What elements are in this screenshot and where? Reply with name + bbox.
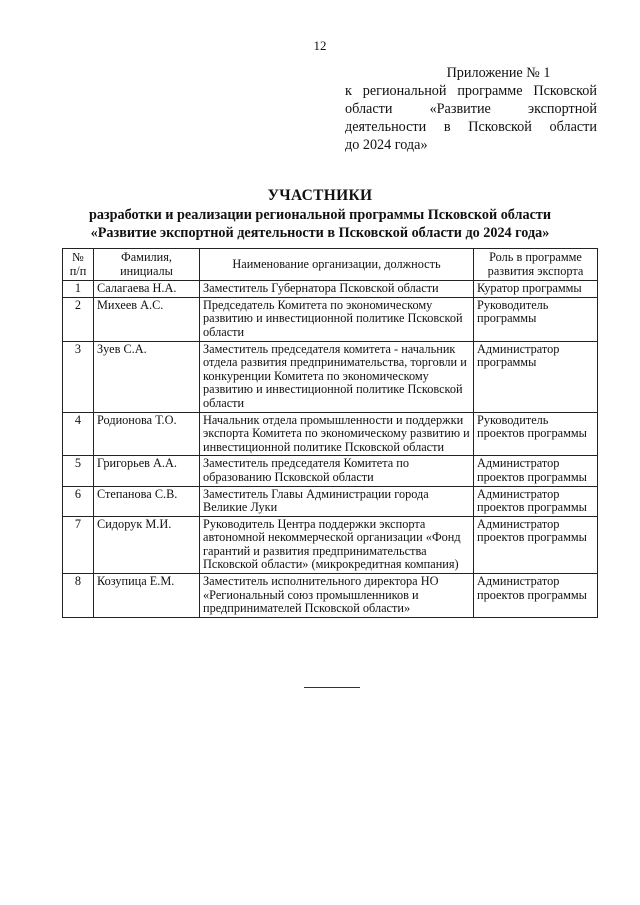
appendix-word: в <box>443 119 451 135</box>
appendix-word: программе <box>457 83 523 99</box>
column-header-role: Роль в программе развития экспорта <box>474 249 598 281</box>
table-row <box>63 341 598 412</box>
participant-role: Администратор проектов программы <box>474 486 598 516</box>
column-header-name: Фамилия, инициалы <box>94 249 200 281</box>
row-number: 4 <box>63 412 94 456</box>
participant-name: Родионова Т.О. <box>94 412 200 456</box>
participant-position: Председатель Комитета по экономическому развитию и инвестиционной политике Псковской области <box>200 297 474 341</box>
participant-name: Сидорук М.И. <box>94 516 200 573</box>
row-number: 6 <box>63 486 94 516</box>
table-row <box>63 486 598 516</box>
page-number: 12 <box>313 38 327 53</box>
participant-role: Администратор программы <box>474 341 598 412</box>
row-number: 5 <box>63 456 94 486</box>
participant-name: Зуев С.А. <box>94 341 200 412</box>
participant-position: Заместитель председателя Комитета по образованию Псковской области <box>200 456 474 486</box>
table-header-row <box>63 249 598 281</box>
row-number: 2 <box>63 297 94 341</box>
appendix-header <box>345 64 597 154</box>
participant-role: Администратор проектов программы <box>474 456 598 486</box>
appendix-line <box>345 100 597 118</box>
row-number: 8 <box>63 574 94 618</box>
row-number: 7 <box>63 516 94 573</box>
participant-role: Руководитель программы <box>474 297 598 341</box>
heading-title: УЧАСТНИКИ <box>267 187 373 204</box>
appendix-word: региональной <box>362 83 447 99</box>
document-heading <box>0 186 640 242</box>
participant-position: Заместитель Главы Администрации города Великие Луки <box>200 486 474 516</box>
participant-role: Администратор проектов программы <box>474 574 598 618</box>
table-row <box>63 412 598 456</box>
column-header-position: Наименование организации, должность <box>200 249 474 281</box>
heading-subtitle-line-2: «Развитие экспортной деятельности в Псковской области до 2024 года» <box>90 225 550 241</box>
participant-position: Заместитель исполнительного директора НО «Региональный союз промышленников и предпринимателей Псковской области» <box>200 574 474 618</box>
appendix-word: Псковской <box>468 119 532 135</box>
appendix-word: до 2024 года» <box>345 137 428 153</box>
participant-role: Куратор программы <box>474 281 598 298</box>
column-header-num: № п/п <box>63 249 94 281</box>
heading-subtitle-line-1: разработки и реализации региональной программы Псковской области <box>88 207 552 223</box>
participants-table <box>62 248 598 618</box>
table-row <box>63 281 598 298</box>
participant-position: Заместитель председателя комитета - начальник отдела развития предпринимательства, торговли и конкуренции Комитета по экономическому развитию и инвестиционной политике Псковской области <box>200 341 474 412</box>
appendix-word: деятельности <box>345 119 427 135</box>
participant-position: Руководитель Центра поддержки экспорта автономной некоммерческой организации «Фонд гарантий и развития предпринимательства Псковской области» (микрокредитная компания) <box>200 516 474 573</box>
participant-role: Администратор проектов программы <box>474 516 598 573</box>
appendix-word: «Развитие <box>429 101 491 117</box>
appendix-line <box>345 82 597 100</box>
appendix-line <box>345 136 597 154</box>
participant-name: Михеев А.С. <box>94 297 200 341</box>
participant-position: Начальник отдела промышленности и поддержки экспорта Комитета по экономическому развитию и инвестиционной политике Псковской области <box>200 412 474 456</box>
appendix-word: области <box>549 119 597 135</box>
row-number: 3 <box>63 341 94 412</box>
table-row <box>63 574 598 618</box>
table-row <box>63 516 598 573</box>
table-row <box>63 456 598 486</box>
participant-name: Козупица Е.М. <box>94 574 200 618</box>
participant-name: Степанова С.В. <box>94 486 200 516</box>
table-row <box>63 297 598 341</box>
participant-name: Салагаева Н.А. <box>94 281 200 298</box>
appendix-line <box>345 118 597 136</box>
appendix-word: экспортной <box>528 101 597 117</box>
participant-position: Заместитель Губернатора Псковской области <box>200 281 474 298</box>
closing-divider <box>304 687 360 688</box>
appendix-title: Приложение № 1 <box>446 65 551 81</box>
appendix-word: области <box>345 101 393 117</box>
participant-role: Руководитель проектов программы <box>474 412 598 456</box>
appendix-word: Псковской <box>533 83 597 99</box>
appendix-word: к <box>345 83 352 99</box>
row-number: 1 <box>63 281 94 298</box>
participant-name: Григорьев А.А. <box>94 456 200 486</box>
